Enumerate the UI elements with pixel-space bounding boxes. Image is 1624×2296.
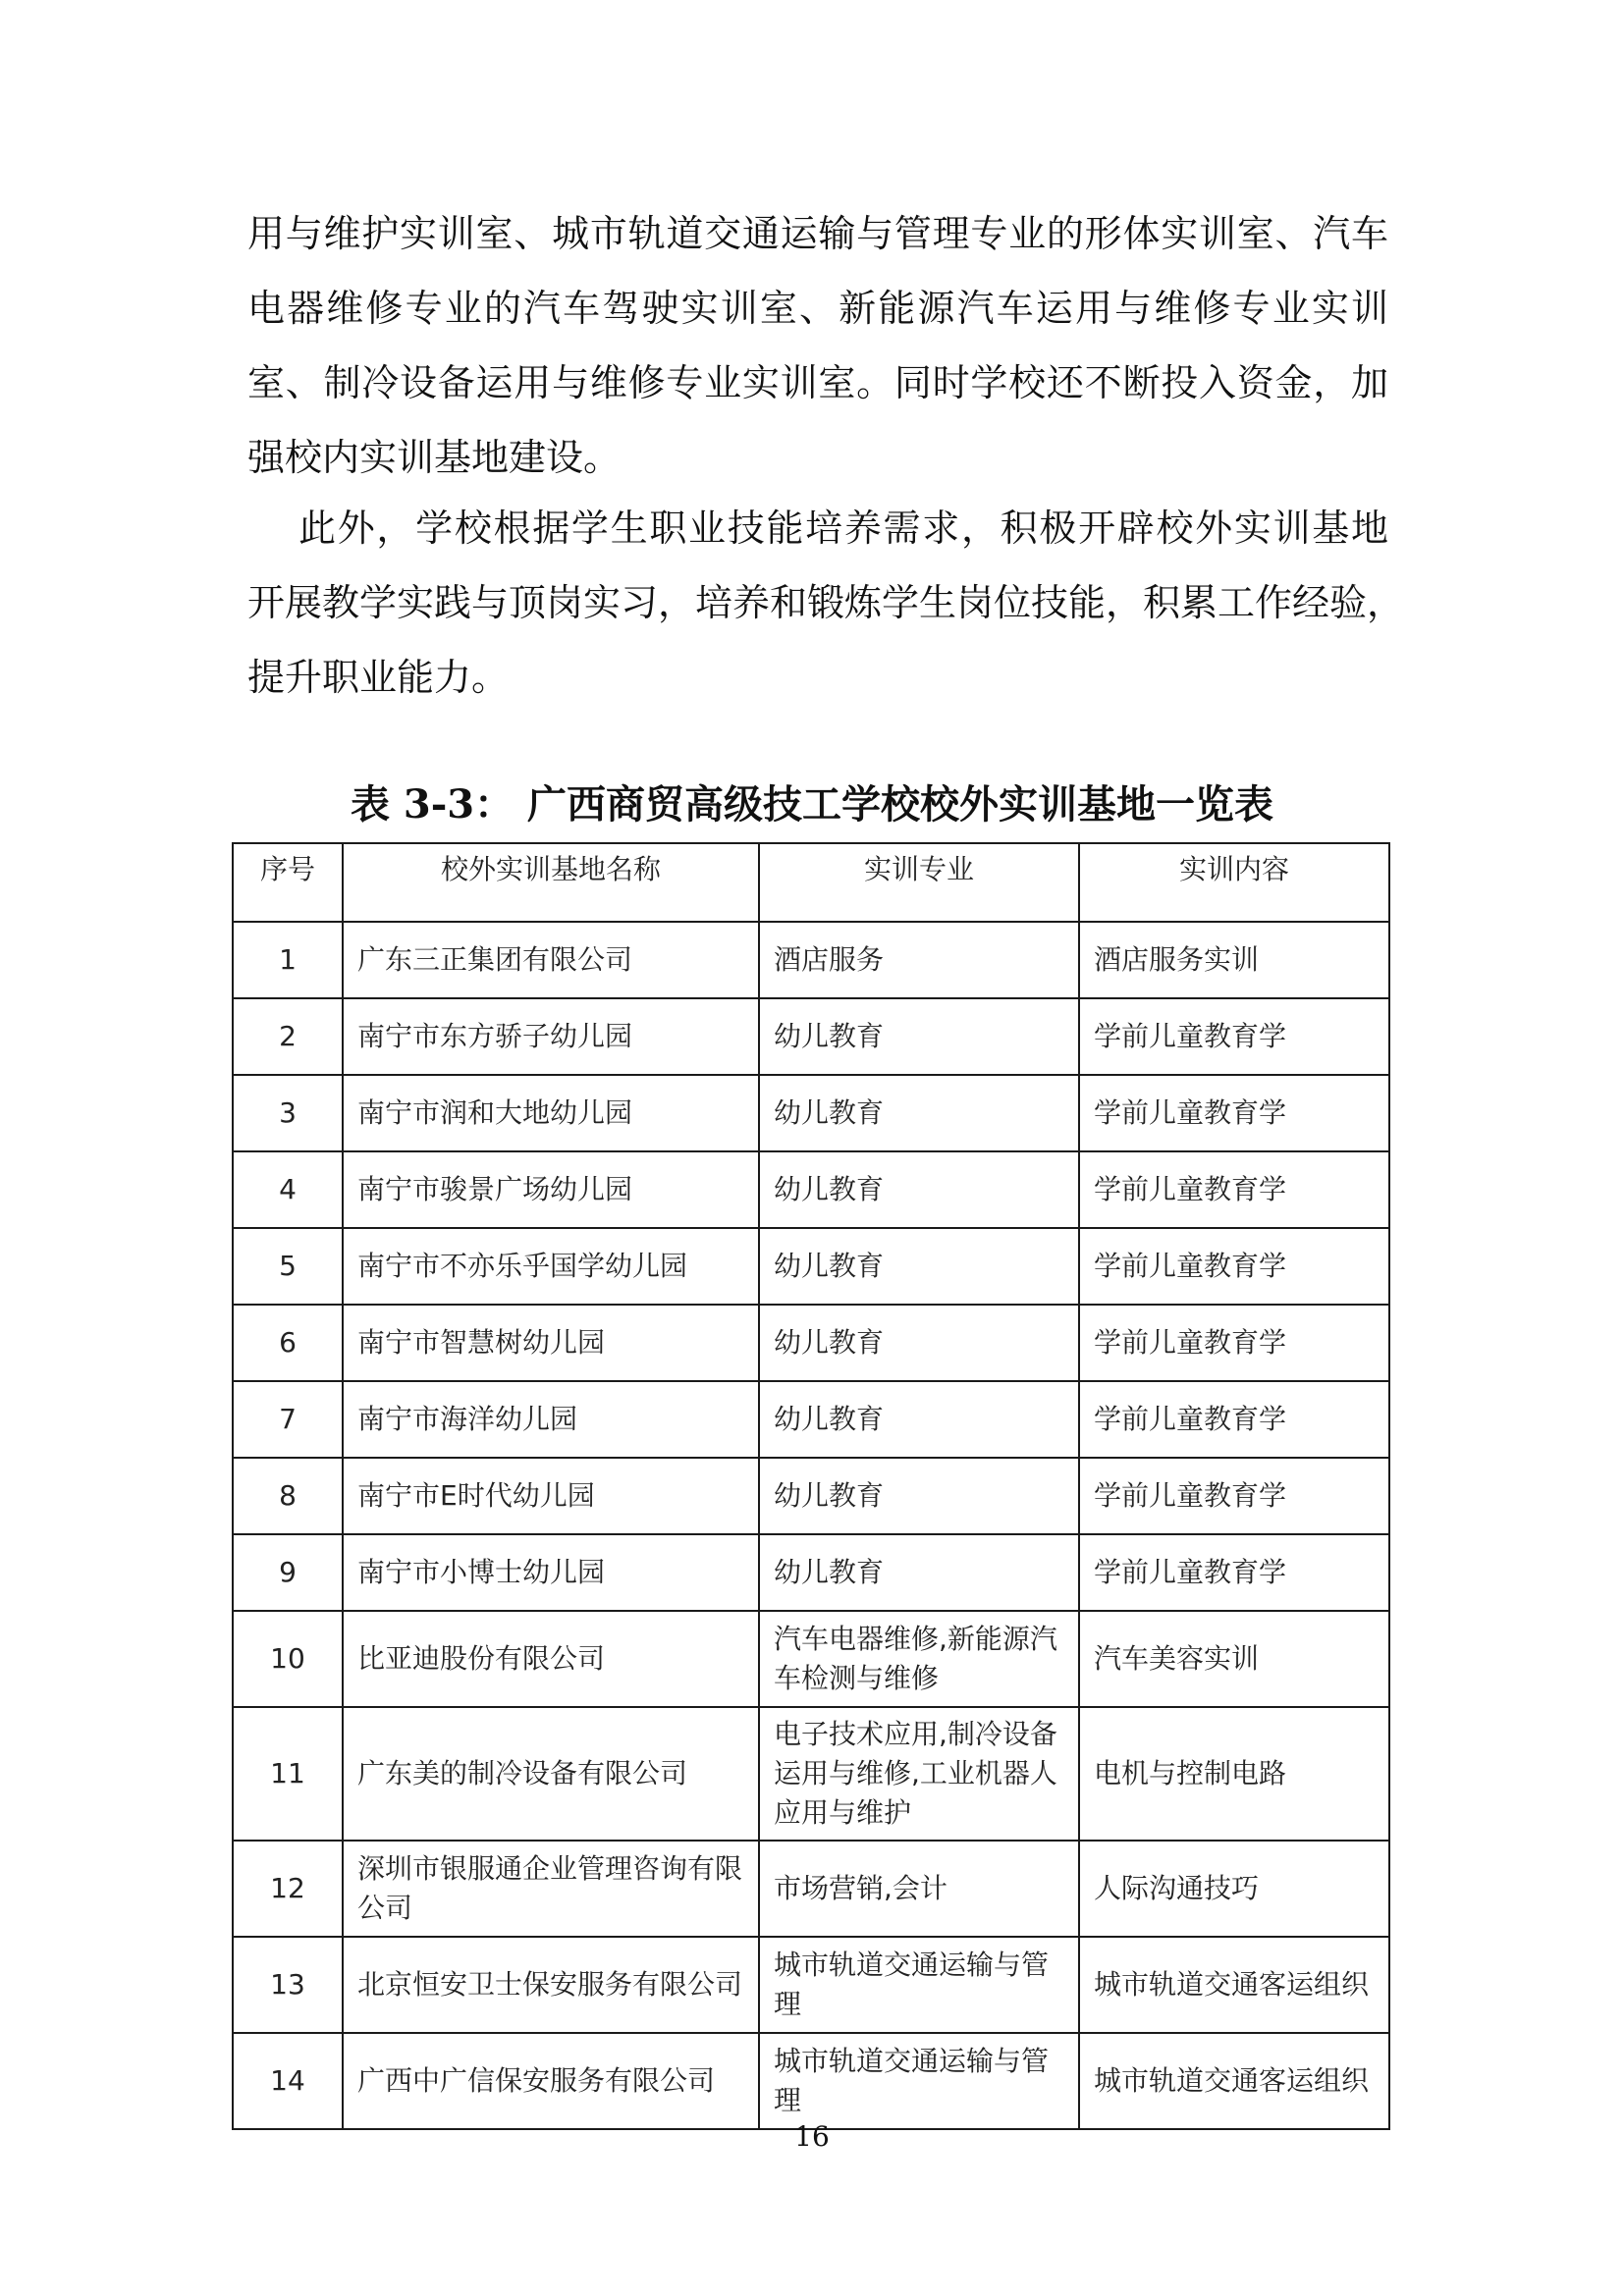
cell-base-name: 广东美的制冷设备有限公司: [343, 1707, 759, 1841]
cell-content: 电机与控制电路: [1079, 1707, 1389, 1841]
cell-major: 城市轨道交通运输与管理: [759, 2033, 1079, 2129]
cell-base-name: 深圳市银服通企业管理咨询有限公司: [343, 1841, 759, 1937]
cell-content: 学前儿童教育学: [1079, 1305, 1389, 1381]
paragraph-line: 电器维修专业的汽车驾驶实训室、新能源汽车运用与维修专业实训: [247, 287, 1388, 330]
header-index: 序号: [233, 843, 343, 922]
table-row: [233, 998, 1389, 1075]
cell-base-name: 南宁市小博士幼儿园: [343, 1534, 759, 1611]
page-number: 16: [794, 2120, 830, 2153]
paragraph-line: 开展教学实践与顶岗实习，培养和锻炼学生岗位技能，积累工作经验，: [247, 581, 1405, 624]
cell-major: 幼儿教育: [759, 1075, 1079, 1151]
cell-index: 2: [233, 998, 343, 1075]
paragraph-line: 此外，学校根据学生职业技能培养需求，积极开辟校外实训基地: [298, 507, 1388, 550]
cell-major: 幼儿教育: [759, 1534, 1079, 1611]
cell-major: 幼儿教育: [759, 1151, 1079, 1228]
cell-content: 学前儿童教育学: [1079, 1458, 1389, 1534]
cell-base-name: 广东三正集团有限公司: [343, 922, 759, 998]
cell-content: 学前儿童教育学: [1079, 1151, 1389, 1228]
table-row: [233, 1228, 1389, 1305]
cell-content: 人际沟通技巧: [1079, 1841, 1389, 1937]
cell-content: 城市轨道交通客运组织: [1079, 1937, 1389, 2033]
table-caption: 表 3-3： 广西商贸高级技工学校校外实训基地一览表: [350, 781, 1274, 828]
cell-index: 3: [233, 1075, 343, 1151]
cell-base-name: 南宁市不亦乐乎国学幼儿园: [343, 1228, 759, 1305]
cell-base-name: 南宁市智慧树幼儿园: [343, 1305, 759, 1381]
cell-index: 14: [233, 2033, 343, 2129]
cell-index: 9: [233, 1534, 343, 1611]
table-header-row: [233, 843, 1389, 922]
cell-major: 幼儿教育: [759, 1305, 1079, 1381]
cell-base-name: 南宁市润和大地幼儿园: [343, 1075, 759, 1151]
paragraph-line: 提升职业能力。: [247, 656, 510, 699]
cell-content: 城市轨道交通客运组织: [1079, 2033, 1389, 2129]
table-row: [233, 1611, 1389, 1707]
table-row: [233, 2033, 1389, 2129]
paragraph-line: 强校内实训基地建设。: [247, 436, 622, 479]
header-major: 实训专业: [759, 843, 1079, 922]
paragraph-line: 室、制冷设备运用与维修专业实训室。同时学校还不断投入资金，加: [247, 361, 1388, 404]
cell-base-name: 南宁市E时代幼儿园: [343, 1458, 759, 1534]
cell-major: 市场营销,会计: [759, 1841, 1079, 1937]
table-row: [233, 1381, 1389, 1458]
cell-index: 8: [233, 1458, 343, 1534]
table-row: [233, 1075, 1389, 1151]
cell-base-name: 南宁市东方骄子幼儿园: [343, 998, 759, 1075]
cell-base-name: 广西中广信保安服务有限公司: [343, 2033, 759, 2129]
cell-major: 酒店服务: [759, 922, 1079, 998]
table-row: [233, 1458, 1389, 1534]
table-row: [233, 1305, 1389, 1381]
cell-index: 10: [233, 1611, 343, 1707]
cell-major: 汽车电器维修,新能源汽车检测与维修: [759, 1611, 1079, 1707]
cell-index: 13: [233, 1937, 343, 2033]
header-base-name: 校外实训基地名称: [343, 843, 759, 922]
table-row: [233, 1707, 1389, 1841]
training-bases-table: [232, 842, 1390, 2130]
cell-content: 酒店服务实训: [1079, 922, 1389, 998]
table-row: [233, 1151, 1389, 1228]
cell-major: 幼儿教育: [759, 1228, 1079, 1305]
table-row: [233, 922, 1389, 998]
cell-major: 幼儿教育: [759, 1381, 1079, 1458]
cell-content: 学前儿童教育学: [1079, 1228, 1389, 1305]
cell-index: 7: [233, 1381, 343, 1458]
cell-content: 汽车美容实训: [1079, 1611, 1389, 1707]
cell-content: 学前儿童教育学: [1079, 1534, 1389, 1611]
table-row: [233, 1937, 1389, 2033]
cell-base-name: 北京恒安卫士保安服务有限公司: [343, 1937, 759, 2033]
cell-index: 12: [233, 1841, 343, 1937]
cell-index: 1: [233, 922, 343, 998]
cell-base-name: 比亚迪股份有限公司: [343, 1611, 759, 1707]
cell-major: 城市轨道交通运输与管理: [759, 1937, 1079, 2033]
cell-index: 5: [233, 1228, 343, 1305]
cell-major: 幼儿教育: [759, 998, 1079, 1075]
cell-content: 学前儿童教育学: [1079, 998, 1389, 1075]
paragraph-line: 用与维护实训室、城市轨道交通运输与管理专业的形体实训室、汽车: [247, 212, 1388, 255]
cell-base-name: 南宁市骏景广场幼儿园: [343, 1151, 759, 1228]
cell-base-name: 南宁市海洋幼儿园: [343, 1381, 759, 1458]
cell-index: 11: [233, 1707, 343, 1841]
header-content: 实训内容: [1079, 843, 1389, 922]
cell-content: 学前儿童教育学: [1079, 1381, 1389, 1458]
cell-major: 电子技术应用,制冷设备运用与维修,工业机器人应用与维护: [759, 1707, 1079, 1841]
cell-content: 学前儿童教育学: [1079, 1075, 1389, 1151]
table-row: [233, 1534, 1389, 1611]
cell-index: 6: [233, 1305, 343, 1381]
cell-major: 幼儿教育: [759, 1458, 1079, 1534]
cell-index: 4: [233, 1151, 343, 1228]
table-row: [233, 1841, 1389, 1937]
